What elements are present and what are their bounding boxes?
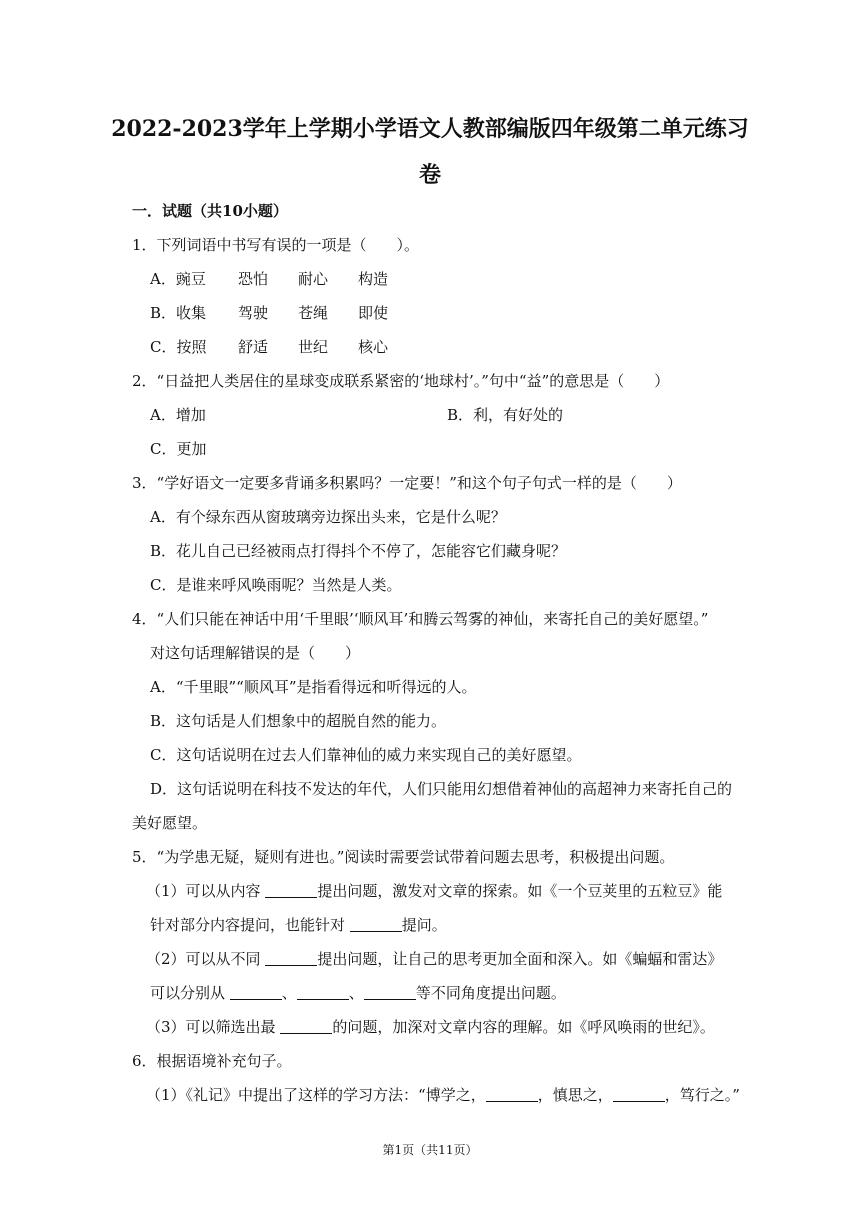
text: 的问题，加深对文章内容的理解。如《呼风唤雨的世纪》。 (332, 1018, 715, 1036)
option-word: 恐怕 (238, 270, 269, 288)
text: （1）《礼记》中提出了这样的学习方法：“博学之， (146, 1086, 486, 1104)
text: ，慎思之， (537, 1086, 613, 1104)
question-2-stem: 2．“日益把人类居住的星球变成联系紧密的‘地球村’。”句中“益”的意思是（ ） (132, 372, 670, 390)
doc-title-line-2: 卷 (418, 162, 441, 188)
doc-title-line-1: 2022-2023学年上学期小学语文人教部编版四年级第二单元练习 (111, 116, 749, 142)
option-word: A．豌豆 (150, 270, 206, 288)
option-word: 驾驶 (238, 304, 269, 322)
question-3-option-c: C．是谁来呼风唤雨呢？当然是人类。 (150, 576, 402, 594)
option-word: 苍绳 (298, 304, 329, 322)
question-4-option-c: C．这句话说明在过去人们靠神仙的威力来实现自己的美好愿望。 (150, 746, 582, 764)
text: （2）可以从不同 (146, 950, 266, 968)
text: ，笃行之。” (664, 1086, 740, 1104)
question-4-option-d-line-1: D．这句话说明在科技不发达的年代，人们只能用幻想借着神仙的高超神力来寄托自己的 (150, 780, 733, 798)
answer-blank[interactable] (280, 1019, 332, 1034)
question-5-part-2-line-2 (150, 984, 566, 1002)
answer-blank[interactable] (486, 1087, 538, 1102)
answer-blank[interactable] (265, 883, 317, 898)
answer-blank[interactable] (265, 951, 317, 966)
separator: 、 (281, 984, 297, 1002)
answer-blank[interactable] (297, 985, 349, 1000)
answer-blank[interactable] (613, 1087, 665, 1102)
answer-blank[interactable] (230, 985, 282, 1000)
text: （3）可以筛选出最 (146, 1018, 281, 1036)
question-1-stem: 1．下列词语中书写有误的一项是（ ）。 (132, 236, 420, 254)
text: 提出问题，激发对文章的探索。如《一个豆荚里的五粒豆》能 (317, 882, 723, 900)
answer-blank[interactable] (364, 985, 416, 1000)
question-1-option-b (150, 304, 418, 322)
option-word: 世纪 (298, 338, 329, 356)
question-5-part-2-line-1 (146, 950, 722, 968)
question-5-stem: 5．“为学患无疑，疑则有进也。”阅读时需要尝试带着问题去思考，积极提出问题。 (132, 848, 675, 866)
separator: 、 (348, 984, 364, 1002)
question-2-option-a: A．增加 (150, 406, 206, 424)
question-6-part-1 (146, 1086, 740, 1104)
text: 提出问题，让自己的思考更加全面和深入。如《蝙蝠和雷达》 (317, 950, 723, 968)
question-3-stem: 3．“学好语文一定要多背诵多积累吗？一定要！”和这个句子句式一样的是（ ） (132, 474, 682, 492)
question-1-option-c (150, 338, 418, 356)
question-1-option-a (150, 270, 418, 288)
text: 可以分别从 (150, 984, 230, 1002)
option-word: 耐心 (298, 270, 329, 288)
text: 等不同角度提出问题。 (415, 984, 566, 1002)
option-word: B．收集 (150, 304, 207, 322)
text: （1）可以从内容 (146, 882, 266, 900)
text: 提问。 (401, 916, 447, 934)
question-4-option-a: A．“千里眼”“顺风耳”是指看得远和听得远的人。 (150, 678, 477, 696)
option-word: 核心 (358, 338, 389, 356)
option-word: 构造 (358, 270, 389, 288)
option-word: C．按照 (150, 338, 207, 356)
section-heading: 一．试题（共10小题） (132, 202, 288, 220)
question-4-stem-line-2: 对这句话理解错误的是（ ） (150, 644, 361, 662)
question-5-part-1-line-2 (150, 916, 447, 934)
text: 针对部分内容提问，也能针对 (150, 916, 350, 934)
page-footer: 第1页（共11页） (382, 1143, 478, 1157)
question-4-option-b: B．这句话是人们想象中的超脱自然的能力。 (150, 712, 447, 730)
question-4-stem-line-1: 4．“人们只能在神话中用‘千里眼’‘顺风耳’和腾云驾雾的神仙，来寄托自己的美好愿望。” (132, 610, 709, 628)
question-3-option-a: A．有个绿东西从窗玻璃旁边探出头来，它是什么呢？ (150, 508, 506, 526)
question-6-stem: 6．根据语境补充句子。 (132, 1052, 292, 1070)
question-3-option-b: B．花儿自己已经被雨点打得抖个不停了，怎能容它们藏身呢？ (150, 542, 567, 560)
option-word: 舒适 (238, 338, 269, 356)
question-2-option-c: C．更加 (150, 440, 207, 458)
question-2-option-b: B．利，有好处的 (447, 406, 564, 424)
answer-blank[interactable] (350, 917, 402, 932)
question-5-part-1-line-1 (146, 882, 722, 900)
question-4-option-d-line-2: 美好愿望。 (132, 814, 208, 832)
question-5-part-3 (146, 1018, 715, 1036)
option-word: 即使 (358, 304, 389, 322)
